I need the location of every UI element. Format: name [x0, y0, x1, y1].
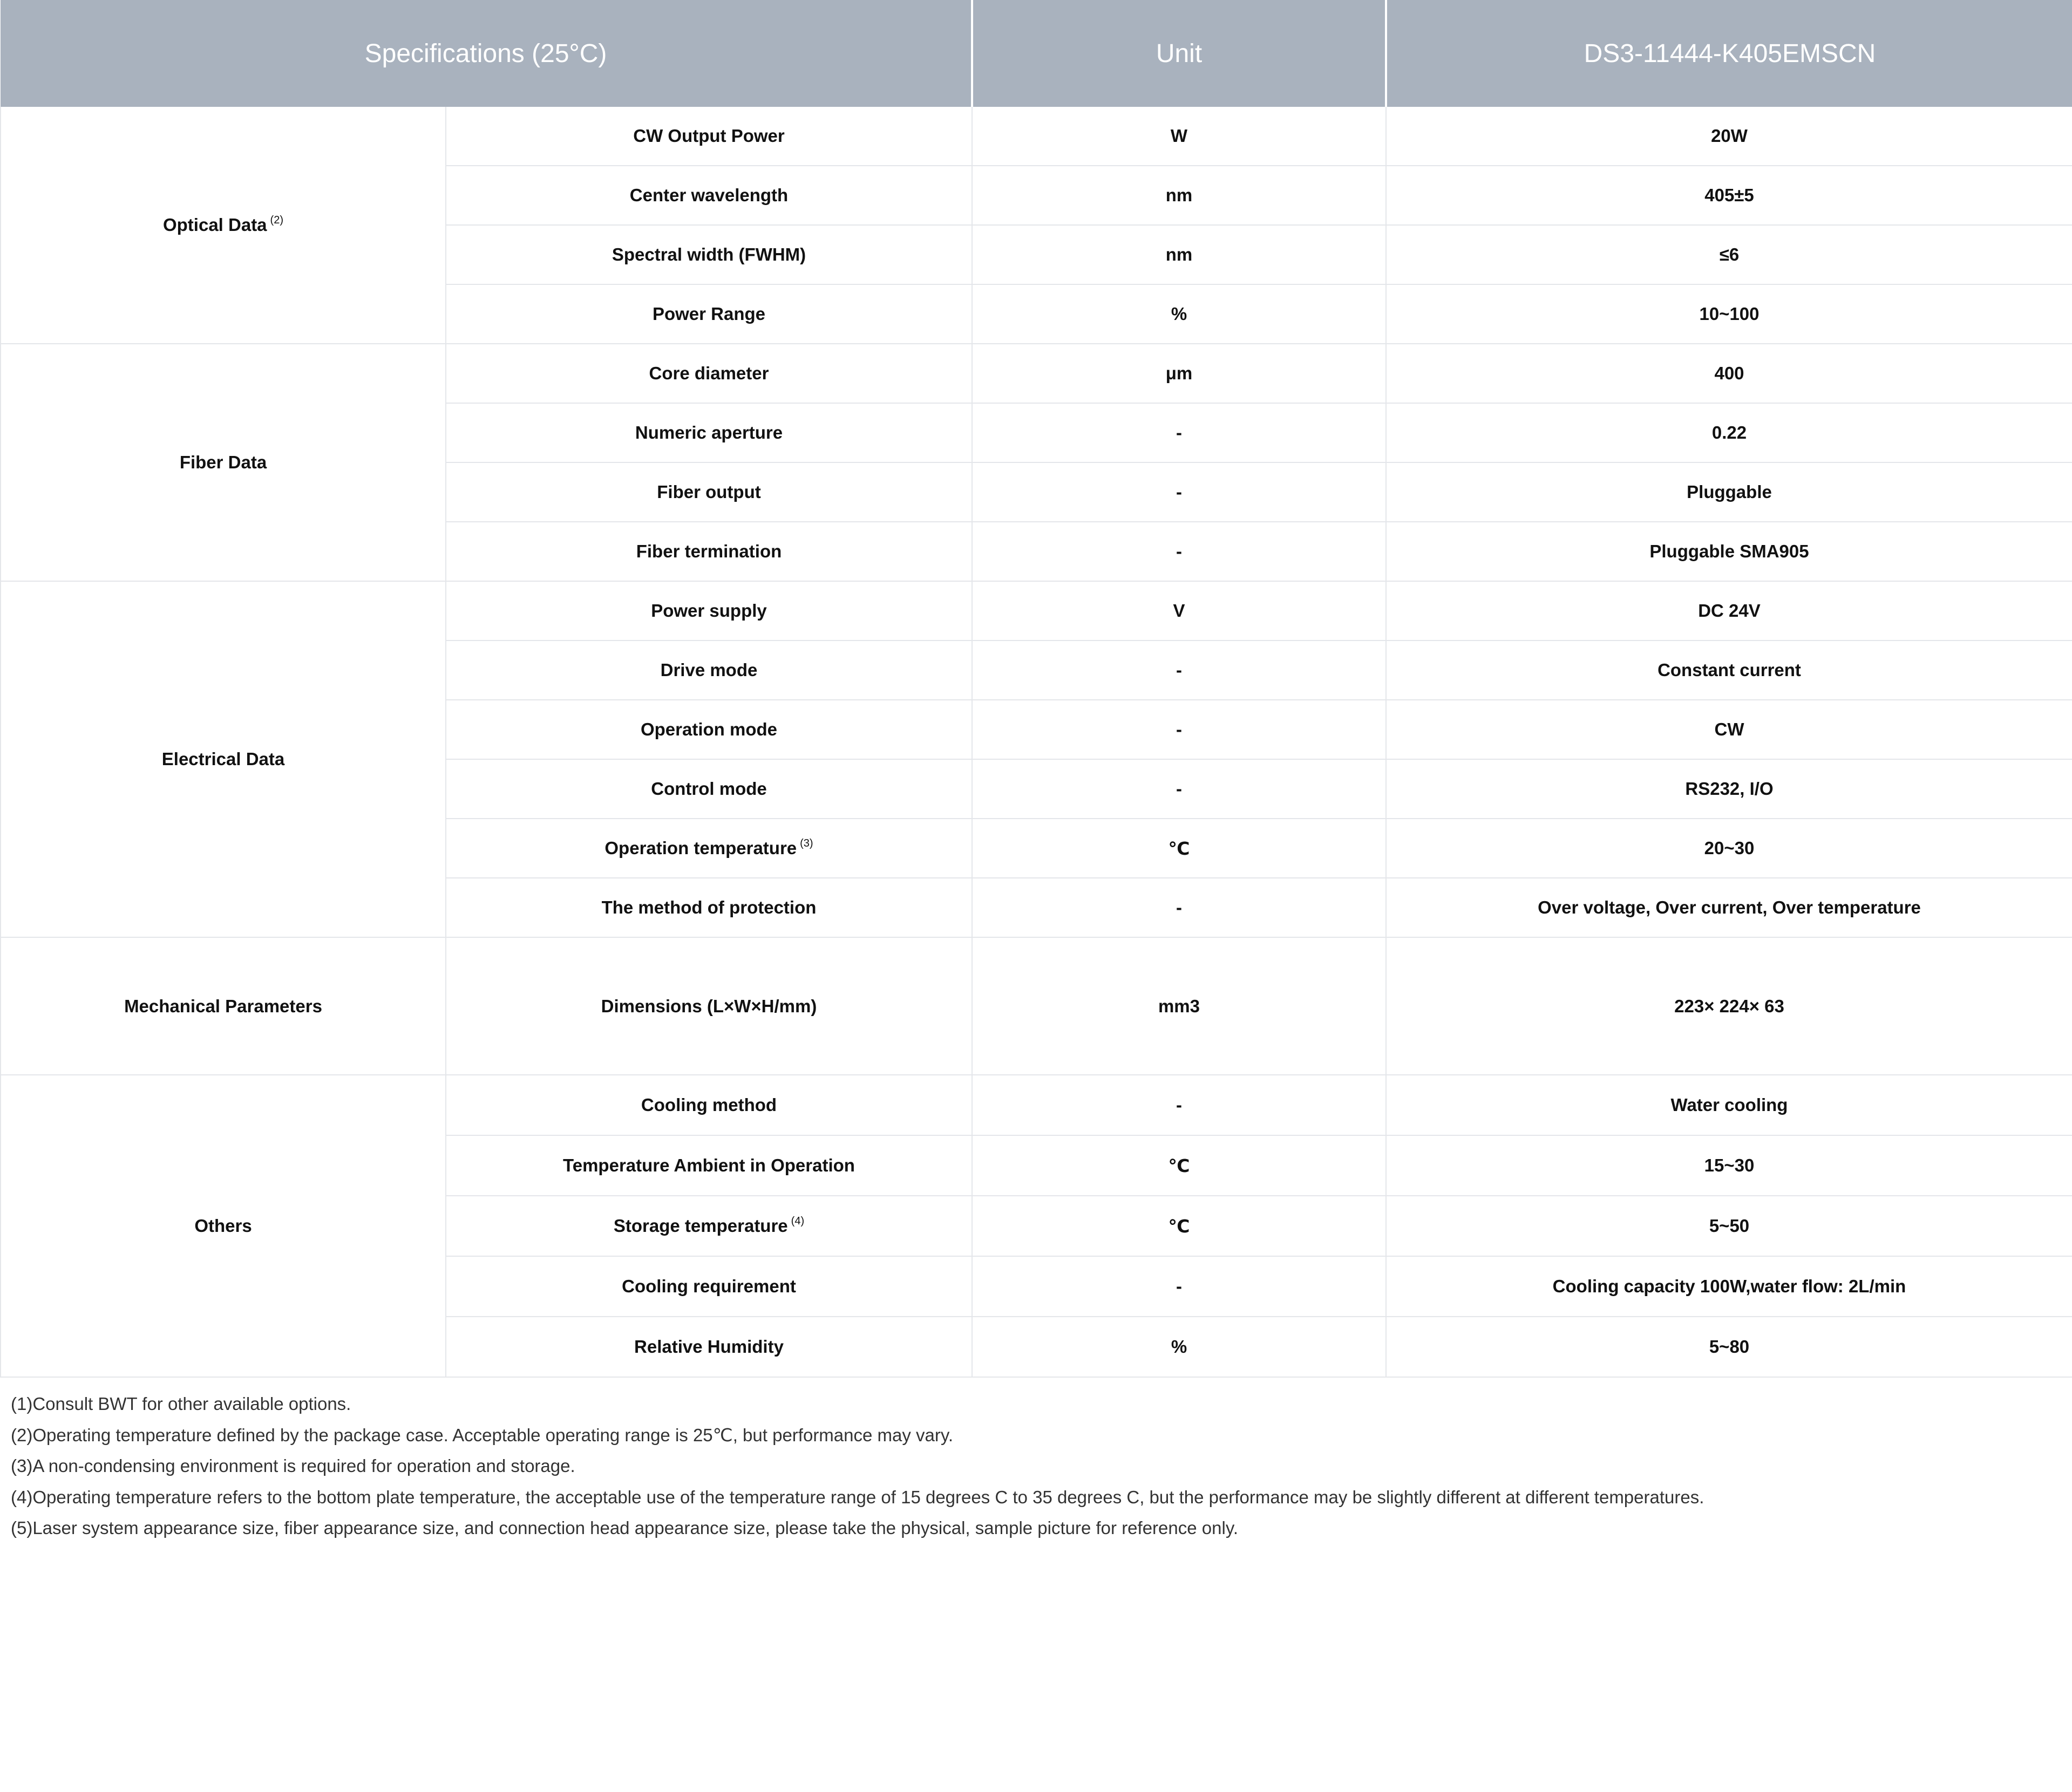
value-cell: 10~100 — [1386, 284, 2072, 344]
group-label: Electrical Data — [161, 749, 285, 769]
table-header — [1, 0, 2072, 107]
parameter-name: Cooling method — [641, 1095, 777, 1115]
table-row — [1, 344, 2072, 403]
parameter-footnote-ref: (4) — [791, 1215, 805, 1227]
parameter-name: Operation temperature — [604, 838, 797, 858]
parameter-footnote-ref: (3) — [800, 837, 813, 849]
footnote-line: (4)Operating temperature refers to the bottom plate temperature, the acceptable use of the temperature range of 15 degrees C to 35 degrees C, but the performance may be slightly different at different temperatures. — [11, 1487, 1704, 1507]
unit-cell: ℃ — [972, 1196, 1386, 1256]
footnotes — [0, 1378, 2072, 1544]
footnote-line: (3)A non-condensing environment is required for operation and storage. — [11, 1456, 575, 1476]
unit-cell: - — [972, 878, 1386, 937]
group-label: Fiber Data — [179, 452, 267, 472]
unit-cell: - — [972, 462, 1386, 522]
group-label-cell — [1, 344, 446, 581]
value-cell: Constant current — [1386, 641, 2072, 700]
parameter-name-cell — [446, 284, 972, 344]
parameter-name-cell — [446, 403, 972, 462]
parameter-name-cell — [446, 1256, 972, 1317]
table-row — [1, 937, 2072, 1075]
parameter-name: Spectral width (FWHM) — [612, 244, 806, 264]
parameter-name-cell — [446, 166, 972, 225]
group-label: Mechanical Parameters — [124, 996, 322, 1016]
footnote-line: (5)Laser system appearance size, fiber appearance size, and connection head appearance size, please take the physical, sample picture for reference only. — [11, 1518, 1239, 1538]
value-cell: DC 24V — [1386, 581, 2072, 641]
parameter-name: CW Output Power — [633, 126, 785, 146]
value-cell: 5~50 — [1386, 1196, 2072, 1256]
header-specifications: Specifications (25°C) — [1, 0, 972, 107]
value-cell: 400 — [1386, 344, 2072, 403]
group-footnote-ref: (2) — [270, 214, 283, 226]
parameter-name: Power supply — [651, 601, 767, 621]
table-row — [1, 1075, 2072, 1135]
parameter-name: Relative Humidity — [634, 1337, 784, 1357]
group-label-cell — [1, 581, 446, 937]
parameter-name: Center wavelength — [629, 185, 789, 205]
parameter-name-cell — [446, 1075, 972, 1135]
parameter-name-cell — [446, 462, 972, 522]
parameter-name: Dimensions (L×W×H/mm) — [601, 996, 817, 1016]
value-cell: Pluggable — [1386, 462, 2072, 522]
parameter-name: Numeric aperture — [635, 423, 783, 442]
table-row — [1, 581, 2072, 641]
table-body — [1, 107, 2072, 1377]
footnote-line: (2)Operating temperature defined by the package case. Acceptable operating range is 25℃, but performance may vary. — [11, 1425, 954, 1445]
value-cell: ≤6 — [1386, 225, 2072, 284]
parameter-name: Fiber termination — [636, 541, 782, 561]
value-cell: Pluggable SMA905 — [1386, 522, 2072, 581]
unit-cell: W — [972, 107, 1386, 166]
parameter-name-cell — [446, 581, 972, 641]
unit-cell: mm3 — [972, 937, 1386, 1075]
parameter-name-cell — [446, 1317, 972, 1377]
value-cell: Cooling capacity 100W,water flow: 2L/min — [1386, 1256, 2072, 1317]
value-cell: Over voltage, Over current, Over temperature — [1386, 878, 2072, 937]
unit-cell: - — [972, 1256, 1386, 1317]
value-cell: 20W — [1386, 107, 2072, 166]
parameter-name: Cooling requirement — [622, 1276, 796, 1296]
group-label: Optical Data — [162, 215, 267, 235]
group-label-cell — [1, 937, 446, 1075]
parameter-name-cell — [446, 522, 972, 581]
unit-cell: μm — [972, 344, 1386, 403]
parameter-name-cell — [446, 819, 972, 878]
value-cell: RS232, I/O — [1386, 759, 2072, 819]
group-label-cell — [1, 1075, 446, 1377]
unit-cell: ℃ — [972, 1135, 1386, 1196]
unit-cell: - — [972, 522, 1386, 581]
parameter-name: Control mode — [651, 779, 767, 799]
unit-cell: % — [972, 1317, 1386, 1377]
parameter-name: Drive mode — [660, 660, 758, 680]
footnote-line: (1)Consult BWT for other available options. — [11, 1394, 351, 1414]
value-cell: 20~30 — [1386, 819, 2072, 878]
parameter-name-cell — [446, 641, 972, 700]
value-cell: 223× 224× 63 — [1386, 937, 2072, 1075]
parameter-name-cell — [446, 878, 972, 937]
unit-cell: % — [972, 284, 1386, 344]
parameter-name-cell — [446, 937, 972, 1075]
value-cell: 405±5 — [1386, 166, 2072, 225]
parameter-name: Fiber output — [657, 482, 761, 502]
group-label-cell — [1, 107, 446, 344]
parameter-name-cell — [446, 225, 972, 284]
parameter-name-cell — [446, 107, 972, 166]
value-cell: Water cooling — [1386, 1075, 2072, 1135]
value-cell: CW — [1386, 700, 2072, 759]
unit-cell: nm — [972, 225, 1386, 284]
value-cell: 0.22 — [1386, 403, 2072, 462]
parameter-name-cell — [446, 1135, 972, 1196]
unit-cell: nm — [972, 166, 1386, 225]
parameter-name: Power Range — [652, 304, 766, 324]
parameter-name-cell — [446, 1196, 972, 1256]
unit-cell: ℃ — [972, 819, 1386, 878]
table-row — [1, 107, 2072, 166]
parameter-name: Storage temperature — [613, 1216, 788, 1236]
header-unit: Unit — [972, 0, 1386, 107]
unit-cell: - — [972, 403, 1386, 462]
group-label: Others — [194, 1216, 252, 1236]
unit-cell: V — [972, 581, 1386, 641]
unit-cell: - — [972, 759, 1386, 819]
header-model: DS3-11444-K405EMSCN — [1386, 0, 2072, 107]
unit-cell: - — [972, 700, 1386, 759]
value-cell: 15~30 — [1386, 1135, 2072, 1196]
parameter-name: Temperature Ambient in Operation — [563, 1155, 855, 1175]
parameter-name-cell — [446, 700, 972, 759]
header-row — [1, 0, 2072, 107]
value-cell: 5~80 — [1386, 1317, 2072, 1377]
unit-cell: - — [972, 1075, 1386, 1135]
parameter-name: Operation mode — [640, 719, 778, 739]
parameter-name-cell — [446, 759, 972, 819]
parameter-name: The method of protection — [601, 897, 817, 917]
parameter-name-cell — [446, 344, 972, 403]
unit-cell: - — [972, 641, 1386, 700]
parameter-name: Core diameter — [649, 363, 769, 383]
